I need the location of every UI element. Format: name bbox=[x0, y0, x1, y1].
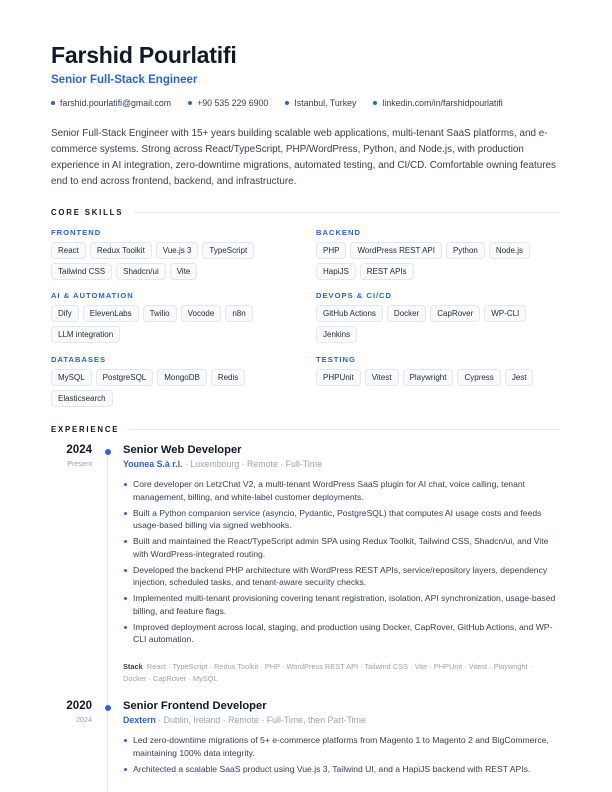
skill-tag: Tailwind CSS bbox=[51, 263, 112, 280]
skill-group-title: DATABASES bbox=[51, 355, 107, 364]
job-meta bbox=[123, 715, 366, 725]
timeline-line bbox=[107, 450, 108, 792]
skill-tags bbox=[316, 242, 566, 284]
contact-bar bbox=[51, 98, 520, 108]
skill-group-databases bbox=[51, 355, 301, 411]
professional-summary: Senior Full-Stack Engineer with 15+ years building scalable web applications, multi-tenant SaaS platforms, and e-commerce systems. Strong across React/TypeScript, PHP/WordPress, Python, and Node.js, with production experience in AI integration, zero-downtime migrations, automated testing, and CI/CD. Comfortable owning features end to end across frontend, backend, and infrastructure. bbox=[51, 128, 556, 187]
skill-tag: PHPUnit bbox=[316, 369, 361, 386]
skill-tag: Twilio bbox=[143, 305, 177, 322]
skill-group-testing bbox=[316, 355, 566, 390]
skill-tag: Node.js bbox=[489, 242, 530, 259]
contact-location: Istanbul, Turkey bbox=[285, 98, 356, 108]
job-start-year: 2020 bbox=[66, 700, 92, 712]
skill-tag: Jest bbox=[505, 369, 534, 386]
skill-group-title: BACKEND bbox=[316, 228, 361, 237]
skill-tag: PostgreSQL bbox=[96, 369, 154, 386]
job-end-year: Present bbox=[67, 459, 92, 468]
job-details: · Dublin, Ireland · Remote · Full-Time, then Part-Time bbox=[158, 715, 366, 725]
skill-tag: ElevenLabs bbox=[83, 305, 139, 322]
job-title: Senior Web Developer bbox=[123, 444, 242, 456]
bullet-item: Architected a scalable SaaS product using Vue.js 3, Tailwind UI, and a HapiJS backend with REST APIs. bbox=[123, 763, 561, 776]
skill-group-devops bbox=[316, 291, 566, 347]
stack-label: Stack bbox=[123, 662, 143, 671]
bullet-dot-icon bbox=[51, 101, 55, 105]
skill-tag: MySQL bbox=[51, 369, 92, 386]
skill-tags bbox=[316, 369, 566, 390]
skill-tag: HapiJS bbox=[316, 263, 356, 280]
skill-group-backend bbox=[316, 228, 566, 284]
bullet-item: Implemented multi-tenant provisioning covering tenant registration, isolation, API synchronization, usage-based billing, and feature flags. bbox=[123, 592, 561, 617]
contact-linkedin[interactable]: linkedin.com/in/farshidpourlatifi bbox=[373, 98, 502, 108]
skill-tag: TypeScript bbox=[202, 242, 254, 259]
job-end-year: 2024 bbox=[76, 715, 92, 724]
bullet-item: Core developer on LetzChat V2, a multi-tenant WordPress SaaS plugin for AI chat, voice calling, tenant management, billing, and white-label customer deployments. bbox=[123, 478, 561, 503]
skill-tag: REST APIs bbox=[360, 263, 414, 280]
job-title: Senior Frontend Developer bbox=[123, 700, 267, 712]
skill-tag: Jenkins bbox=[316, 326, 357, 343]
skill-tag: Playwright bbox=[403, 369, 454, 386]
skill-tags bbox=[51, 305, 301, 347]
contact-phone[interactable]: +90 535 229 6900 bbox=[188, 98, 268, 108]
skill-tag: React bbox=[51, 242, 86, 259]
skill-tags bbox=[316, 305, 566, 347]
bullet-dot-icon bbox=[188, 101, 192, 105]
skill-tag: CapRover bbox=[430, 305, 480, 322]
job-details: · Luxembourg · Remote · Full-Time bbox=[184, 459, 322, 469]
skill-tag: Shadcn/ui bbox=[116, 263, 166, 280]
skill-tag: MongoDB bbox=[157, 369, 207, 386]
skill-tag: n8n bbox=[225, 305, 252, 322]
skill-tag: LLM integration bbox=[51, 326, 120, 343]
timeline-dot-icon bbox=[105, 449, 111, 455]
bullet-item: Built and maintained the React/TypeScript admin SPA using Redux Toolkit, Tailwind CSS, Shadcn/ui, and Vite with WordPress-integrated routing. bbox=[123, 535, 561, 560]
company-name: Younea S.à r.l. bbox=[123, 459, 183, 469]
skill-tag: GitHub Actions bbox=[316, 305, 383, 322]
skill-tag: Python bbox=[446, 242, 485, 259]
company-name: Dextern bbox=[123, 715, 156, 725]
skill-tag: WP-CLI bbox=[484, 305, 526, 322]
skill-group-ai-automation bbox=[51, 291, 301, 347]
candidate-role: Senior Full-Stack Engineer bbox=[51, 74, 198, 86]
stack-list: React · TypeScript · Redux Toolkit · PHP · WordPress REST API · Tailwind CSS · Vite · PHPUnit · Vitest · Playwright · Docker · CapRover · MySQL bbox=[123, 662, 533, 683]
skill-tag: Vue.js 3 bbox=[156, 242, 199, 259]
candidate-name: Farshid Pourlatifi bbox=[51, 42, 237, 68]
skill-tag: PHP bbox=[316, 242, 346, 259]
bullet-item: Improved deployment across local, staging, and production using Docker, CapRover, GitHub Actions, and WP-CLI automation. bbox=[123, 621, 561, 646]
skill-group-frontend bbox=[51, 228, 301, 284]
section-divider bbox=[129, 429, 560, 430]
job-stack bbox=[123, 661, 553, 684]
bullet-dot-icon bbox=[373, 101, 377, 105]
skill-tag: Vitest bbox=[365, 369, 399, 386]
bullet-item: Developed the backend PHP architecture with WordPress REST APIs, service/repository layers, dependency injection, scheduled tasks, and tenant-aware security checks. bbox=[123, 564, 561, 589]
job-bullets bbox=[123, 734, 561, 779]
skill-group-title: FRONTEND bbox=[51, 228, 102, 237]
bullet-dot-icon bbox=[285, 101, 289, 105]
bullet-item: Built a Python companion service (asyncio, Pydantic, PostgreSQL) that computes AI usage costs and feeds usage-based billing via signed webhooks. bbox=[123, 507, 561, 532]
skill-group-title: AI & AUTOMATION bbox=[51, 291, 134, 300]
skill-tags bbox=[51, 242, 301, 284]
section-divider bbox=[133, 212, 560, 213]
experience-heading: EXPERIENCE bbox=[51, 425, 560, 434]
timeline-dot-icon bbox=[105, 705, 111, 711]
skill-tag: Docker bbox=[387, 305, 426, 322]
skill-group-title: DEVOPS & CI/CD bbox=[316, 291, 393, 300]
job-bullets bbox=[123, 478, 561, 649]
core-skills-heading: CORE SKILLS bbox=[51, 208, 560, 217]
skill-tag: Vite bbox=[170, 263, 198, 280]
skill-group-title: TESTING bbox=[316, 355, 356, 364]
skill-tag: WordPress REST API bbox=[350, 242, 442, 259]
skill-tag: Elasticsearch bbox=[51, 390, 113, 407]
skill-tag: Cypress bbox=[457, 369, 500, 386]
skill-tags bbox=[51, 369, 301, 411]
bullet-item: Led zero-downtime migrations of 5+ e-commerce platforms from Magento 1 to Magento 2 and BigCommerce, maintaining 100% data integrity. bbox=[123, 734, 561, 759]
skill-tag: Redis bbox=[211, 369, 245, 386]
skill-tag: Redux Toolkit bbox=[90, 242, 152, 259]
job-meta bbox=[123, 459, 322, 469]
skill-tag: Vocode bbox=[181, 305, 222, 322]
job-start-year: 2024 bbox=[66, 444, 92, 456]
skill-tag: Dify bbox=[51, 305, 79, 322]
contact-email[interactable]: farshid.pourlatifi@gmail.com bbox=[51, 98, 171, 108]
